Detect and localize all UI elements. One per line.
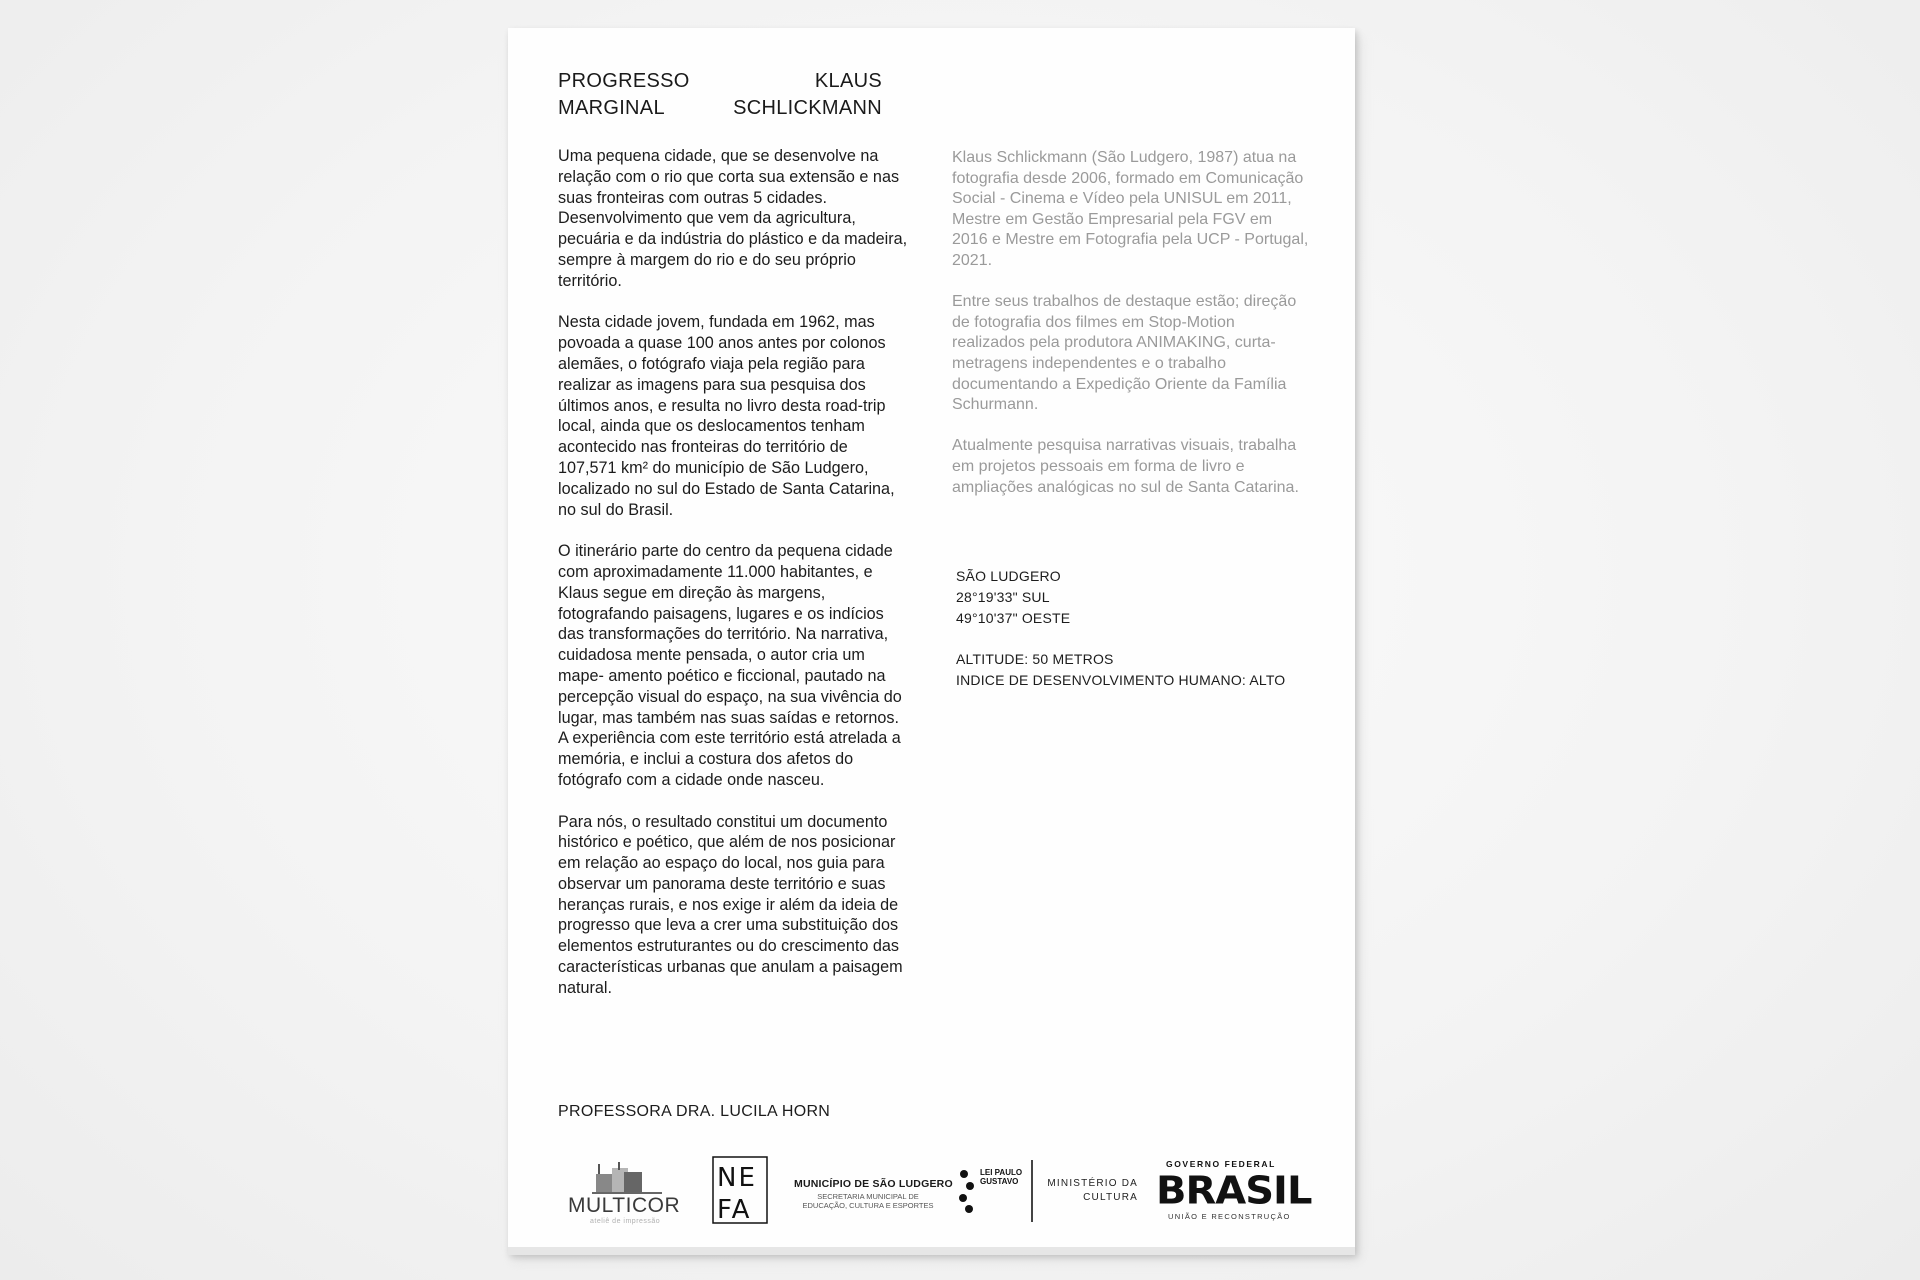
paragraph: Uma pequena cidade, que se desenvolve na relação com o rio que corta sua extensão e nas suas fronteiras com outras 5 cidades. Desenvolvimento que vem da agricultura, pecuária e da indústria do plástico e da madeira, sempre à margem do rio e do seu próprio território. [558, 147, 908, 290]
hdi: INDICE DE DESENVOLVIMENTO HUMANO: ALTO [956, 671, 1286, 688]
title-line: PROGRESSO [558, 70, 690, 92]
paragraph: O itinerário parte do centro da pequena cidade com aproximadamente 11.000 habitantes, e Klaus segue em direção às margens, fotografando paisagens, lugares e os indícios das transformações do território. Na narrativa, cuidadosa mente pensada, o autor cria um mape- amento poético e ficcional, pautado na percepção visual do espaço, na sua vivência do lugar, mas também nas suas saídas e retornos. A experiência com este território está atrelada a memória, e inclui a costura dos afetos do fotógrafo com a cidade onde nasceu. [558, 542, 902, 789]
paragraph: Klaus Schlickmann (São Ludgero, 1987) atua na fotografia desde 2006, formado em Comunicação Social - Cinema e Vídeo pela UNISUL em 2011, Mestre em Gestão Empresarial pela FGV em 2016 e Mestre em Fotografia pela UCP - Portugal, 2021. [952, 149, 1309, 269]
longitude: 49°10'37" OESTE [956, 609, 1071, 626]
author-signature: PROFESSORA DRA. LUCILA HORN [558, 1103, 831, 1120]
uniao-reconstrucao: UNIÃO E RECONSTRUÇÃO [1168, 1212, 1291, 1221]
title-line: MARGINAL [558, 97, 665, 119]
artist-line: KLAUS [814, 70, 882, 92]
lei-paulo-gustavo-icon [958, 1168, 976, 1214]
municipality-title: MUNICÍPIO DE SÃO LUDGERO [794, 1178, 953, 1190]
svg-text:FA: FA [717, 1195, 752, 1224]
artist-name [724, 68, 882, 122]
altitude: ALTITUDE: 50 METROS [956, 651, 1114, 668]
brasil-wordmark: BRASIL [1156, 1169, 1312, 1213]
federal-government: GOVERNO FEDERAL [1166, 1159, 1276, 1169]
multicor-logo-icon [592, 1160, 662, 1196]
svg-text:NE: NE [717, 1163, 757, 1193]
paragraph: Atualmente pesquisa narrativas visuais, trabalha em projetos pessoais em forma de livro e ampliações analógicas no sul de Santa Catarina. [952, 437, 1299, 496]
exhibition-title [558, 68, 690, 122]
nefa-logo-icon [712, 1156, 768, 1224]
lei-paulo-gustavo: LEI PAULO GUSTAVO [980, 1168, 1023, 1186]
location-facts [956, 566, 1285, 691]
paragraph: Entre seus trabalhos de destaque estão; direção de fotografia dos filmes em Stop-Motion realizados pela produtora ANIMAKING, curta-metragens independentes e o trabalho documentando a Expedição Oriente da Família Schurmann. [952, 293, 1297, 414]
artist-line: SCHLICKMANN [733, 97, 882, 119]
multicor-tagline: ateliê de impressão [590, 1218, 661, 1225]
latitude: 28°19'33" SUL [956, 588, 1050, 605]
ministry-culture: MINISTÉRIO DA CULTURA [1047, 1178, 1138, 1203]
paragraph: Nesta cidade jovem, fundada em 1962, mas povoada a quase 100 anos antes por colonos alemães, o fotógrafo viaja pela região para realizar as imagens para sua pesquisa dos últimos anos, e resulta no livro desta road-trip local, ainda que os deslocamentos tenham acontecido nas fronteiras do território de 107,571 km² do município de São Ludgero, localizado no sul do Estado de Santa Catarina, no sul do Brasil. [558, 313, 895, 519]
sheet-edge [508, 1247, 1355, 1255]
municipality-subtitle: SECRETARIA MUNICIPAL DE EDUCAÇÃO, CULTURA E ESPORTES [802, 1192, 934, 1210]
place-name: SÃO LUDGERO [956, 568, 1061, 584]
curatorial-text [558, 146, 908, 1019]
artist-bio [952, 148, 1312, 519]
paragraph: Para nós, o resultado constitui um documento histórico e poético, que além de nos posicionar em relação ao espaço do local, nos guia para observar um panorama deste território e suas heranças rurais, e nos exige ir além da ideia de progresso que leva a crer uma substituição dos elementos estruturantes ou do crescimento das características urbanas que anulam a paisagem natural. [558, 812, 903, 997]
multicor-wordmark: MULTICOR [568, 1194, 681, 1217]
